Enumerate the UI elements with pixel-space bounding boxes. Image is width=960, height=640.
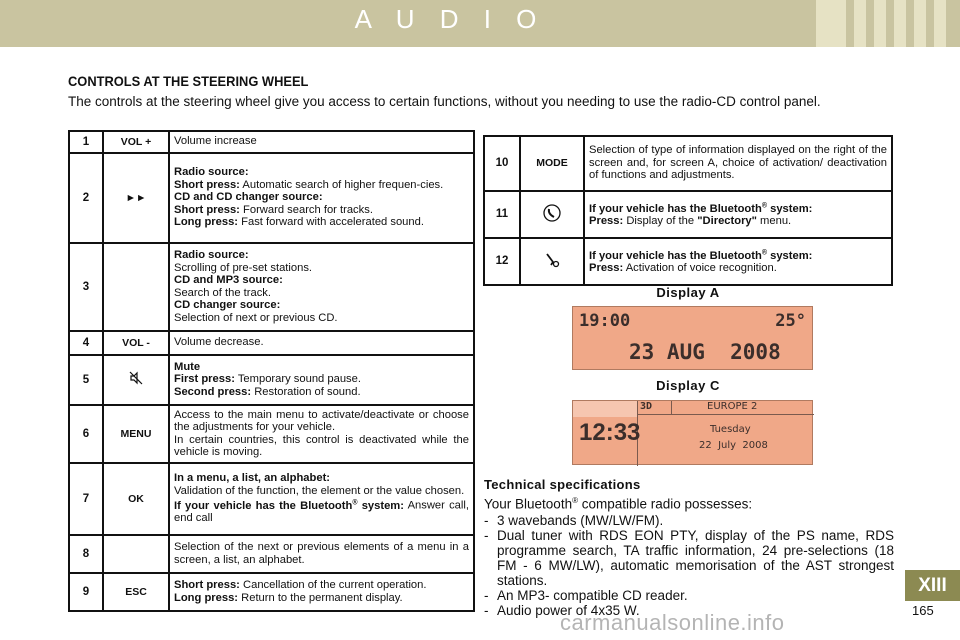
row-description — [169, 405, 474, 463]
voice-recognition-icon — [520, 238, 584, 285]
display-c-tag: 3D — [640, 401, 653, 412]
row-description — [584, 191, 892, 238]
registered-mark: ® — [572, 496, 578, 505]
control-key — [103, 535, 169, 573]
table-row — [69, 153, 474, 243]
desc-heading — [174, 500, 404, 512]
header-bar — [934, 0, 946, 47]
header-bar — [854, 0, 866, 47]
desc-heading — [589, 250, 812, 262]
row-number: 12 — [484, 238, 520, 285]
desc-heading: In a menu, a list, an alphabet: — [174, 472, 331, 485]
desc-heading-part: If your vehicle has the Bluetooth — [589, 249, 762, 262]
header-title: A U D I O — [354, 4, 546, 34]
row-description: Selection of type of information displayed on the right of the screen and, for screen A, choice of activation/ deactivation of functions and adjustments. — [584, 136, 892, 191]
desc-text: Scrolling of pre-set stations. — [174, 261, 313, 274]
tech-intro-text: Your Bluetooth — [484, 496, 573, 512]
row-description — [169, 355, 474, 405]
display-c-time: 12:33 — [579, 419, 641, 446]
chapter-tab: XIII — [905, 570, 960, 601]
registered-mark: ® — [761, 249, 767, 257]
desc-heading: Mute — [174, 360, 201, 373]
control-key: VOL + — [103, 131, 169, 153]
display-a-screen — [572, 306, 813, 370]
phone-icon — [520, 191, 584, 238]
page-number: 165 — [912, 603, 934, 618]
display-c-label: Display C — [656, 378, 720, 393]
desc-text: In certain countries, this control is deactivated while the vehicle is moving. — [174, 433, 469, 458]
control-key — [103, 243, 169, 331]
mute-icon-graphic — [129, 371, 143, 385]
row-description: Volume increase — [169, 131, 474, 153]
desc-heading-part: If your vehicle has the Bluetooth — [174, 499, 353, 512]
intro-paragraph: The controls at the steering wheel give you access to certain functions, without you needing to use the radio-CD control panel. — [68, 94, 821, 109]
desc-text: Selection of next or previous CD. — [174, 311, 338, 324]
desc-heading-part: system: — [766, 249, 813, 262]
table-row — [69, 535, 474, 573]
table-row — [69, 355, 474, 405]
header-bar — [914, 0, 926, 47]
row-description — [169, 243, 474, 331]
row-number: 4 — [69, 331, 103, 355]
row-description: Volume decrease. — [169, 331, 474, 355]
desc-heading-part: If your vehicle has the Bluetooth — [589, 202, 762, 215]
row-number: 7 — [69, 463, 103, 535]
row-description — [169, 463, 474, 535]
display-c-date: 22 July 2008 — [699, 440, 768, 451]
header-bar — [874, 0, 886, 47]
table-row — [69, 131, 474, 153]
row-number: 5 — [69, 355, 103, 405]
table-row — [69, 405, 474, 463]
registered-mark: ® — [761, 202, 767, 210]
desc-label: Second press: — [174, 385, 252, 398]
desc-text: Access to the main menu to activate/deactivate or choose the adjustments for your vehicle. — [174, 408, 469, 433]
fast-forward-icon: ►► — [103, 153, 169, 243]
row-number: 2 — [69, 153, 103, 243]
desc-text: Forward search for tracks. — [243, 203, 373, 216]
display-a-date: 23 AUG 2008 — [629, 340, 781, 364]
page-header — [0, 0, 960, 47]
control-key: MENU — [103, 405, 169, 463]
desc-text: Temporary sound pause. — [237, 373, 361, 386]
display-a-time: 19:00 — [579, 311, 631, 331]
table-row — [484, 238, 892, 285]
desc-label: Press: — [589, 262, 624, 275]
control-key: OK — [103, 463, 169, 535]
row-number: 8 — [69, 535, 103, 573]
table-row — [69, 573, 474, 611]
desc-text: Return to the permanent display. — [238, 591, 403, 604]
registered-mark: ® — [352, 499, 358, 507]
desc-text: Automatic search of higher frequen-cies. — [242, 178, 444, 191]
control-key: MODE — [520, 136, 584, 191]
desc-text: Validation of the function, the element or the value chosen. — [174, 484, 465, 497]
tech-specs-title: Technical specifications — [484, 477, 641, 492]
header-bar — [816, 0, 846, 47]
desc-heading: CD and CD changer source: — [174, 191, 323, 204]
desc-label: Short press: — [174, 203, 240, 216]
row-description: Selection of the next or previous elements of a menu in a screen, a list, an alphabet. — [169, 535, 474, 573]
row-number: 11 — [484, 191, 520, 238]
row-description — [584, 238, 892, 285]
row-description — [169, 153, 474, 243]
row-number: 9 — [69, 573, 103, 611]
desc-text: Restoration of sound. — [254, 385, 361, 398]
desc-heading: CD changer source: — [174, 299, 281, 311]
row-number: 3 — [69, 243, 103, 331]
row-number: 1 — [69, 131, 103, 153]
display-c-station: EUROPE 2 — [707, 401, 758, 412]
display-a-label: Display A — [656, 285, 720, 300]
list-item: - 3 wavebands (MW/LW/FM). — [484, 513, 894, 528]
desc-text: Activation of voice recognition. — [623, 262, 777, 275]
controls-table-right — [483, 135, 893, 286]
desc-text: menu. — [756, 215, 792, 228]
display-divider — [637, 414, 814, 415]
desc-label: Long press: — [174, 216, 239, 229]
desc-text: Answer call, end call — [174, 499, 469, 525]
control-key: VOL - — [103, 331, 169, 355]
phone-icon-graphic — [542, 203, 562, 223]
watermark: carmanualsonline.info — [560, 610, 785, 635]
desc-label: Short press: — [174, 178, 240, 191]
section-title: CONTROLS AT THE STEERING WHEEL — [68, 73, 309, 89]
desc-heading: CD and MP3 source: — [174, 274, 283, 286]
row-description — [169, 573, 474, 611]
tech-intro-text: compatible radio possesses: — [577, 496, 753, 512]
tech-specs-intro — [484, 496, 752, 512]
desc-label: Long press: — [174, 591, 239, 604]
tech-specs-list — [484, 513, 894, 618]
desc-text: Search of the track. — [174, 286, 272, 299]
display-a-temperature: 25° — [775, 311, 806, 331]
table-row — [69, 463, 474, 535]
header-bar — [894, 0, 906, 47]
header-decoration — [816, 0, 946, 47]
desc-heading-part: system: — [357, 499, 404, 512]
list-item: - An MP3- compatible CD reader. — [484, 588, 894, 603]
desc-label: Short press: — [174, 579, 240, 591]
desc-text: Fast forward with accelerated sound. — [241, 216, 424, 229]
display-divider — [671, 401, 672, 414]
table-row — [484, 136, 892, 191]
desc-heading: Radio source: — [174, 249, 249, 261]
table-row — [484, 191, 892, 238]
desc-heading: Radio source: — [174, 166, 249, 179]
row-number: 6 — [69, 405, 103, 463]
display-c-day: Tuesday — [710, 424, 751, 435]
row-number: 10 — [484, 136, 520, 191]
desc-heading-part: system: — [766, 202, 813, 215]
control-key: ESC — [103, 573, 169, 611]
desc-heading — [589, 203, 812, 215]
display-c-screen — [572, 400, 813, 465]
desc-text: Cancellation of the current operation. — [239, 579, 427, 591]
voice-recognition-icon-graphic — [542, 250, 562, 270]
desc-text: Display of the — [623, 215, 698, 228]
mute-icon — [103, 355, 169, 405]
desc-label: Press: — [589, 215, 624, 228]
table-row — [69, 331, 474, 355]
list-item: - Audio power of 4x35 W. — [484, 603, 894, 618]
desc-emphasis: "Directory" — [697, 215, 757, 228]
list-item: - Dual tuner with RDS EON PTY, display of the PS name, RDS programme search, TA traffic information, 24 pre-selections (18 FM - 6 MW/LW), automatic memorisation of the AST strongest stations. — [484, 528, 894, 588]
display-highlight — [573, 401, 637, 417]
controls-table-left — [68, 130, 475, 612]
table-row — [69, 243, 474, 331]
desc-label: First press: — [174, 373, 235, 386]
